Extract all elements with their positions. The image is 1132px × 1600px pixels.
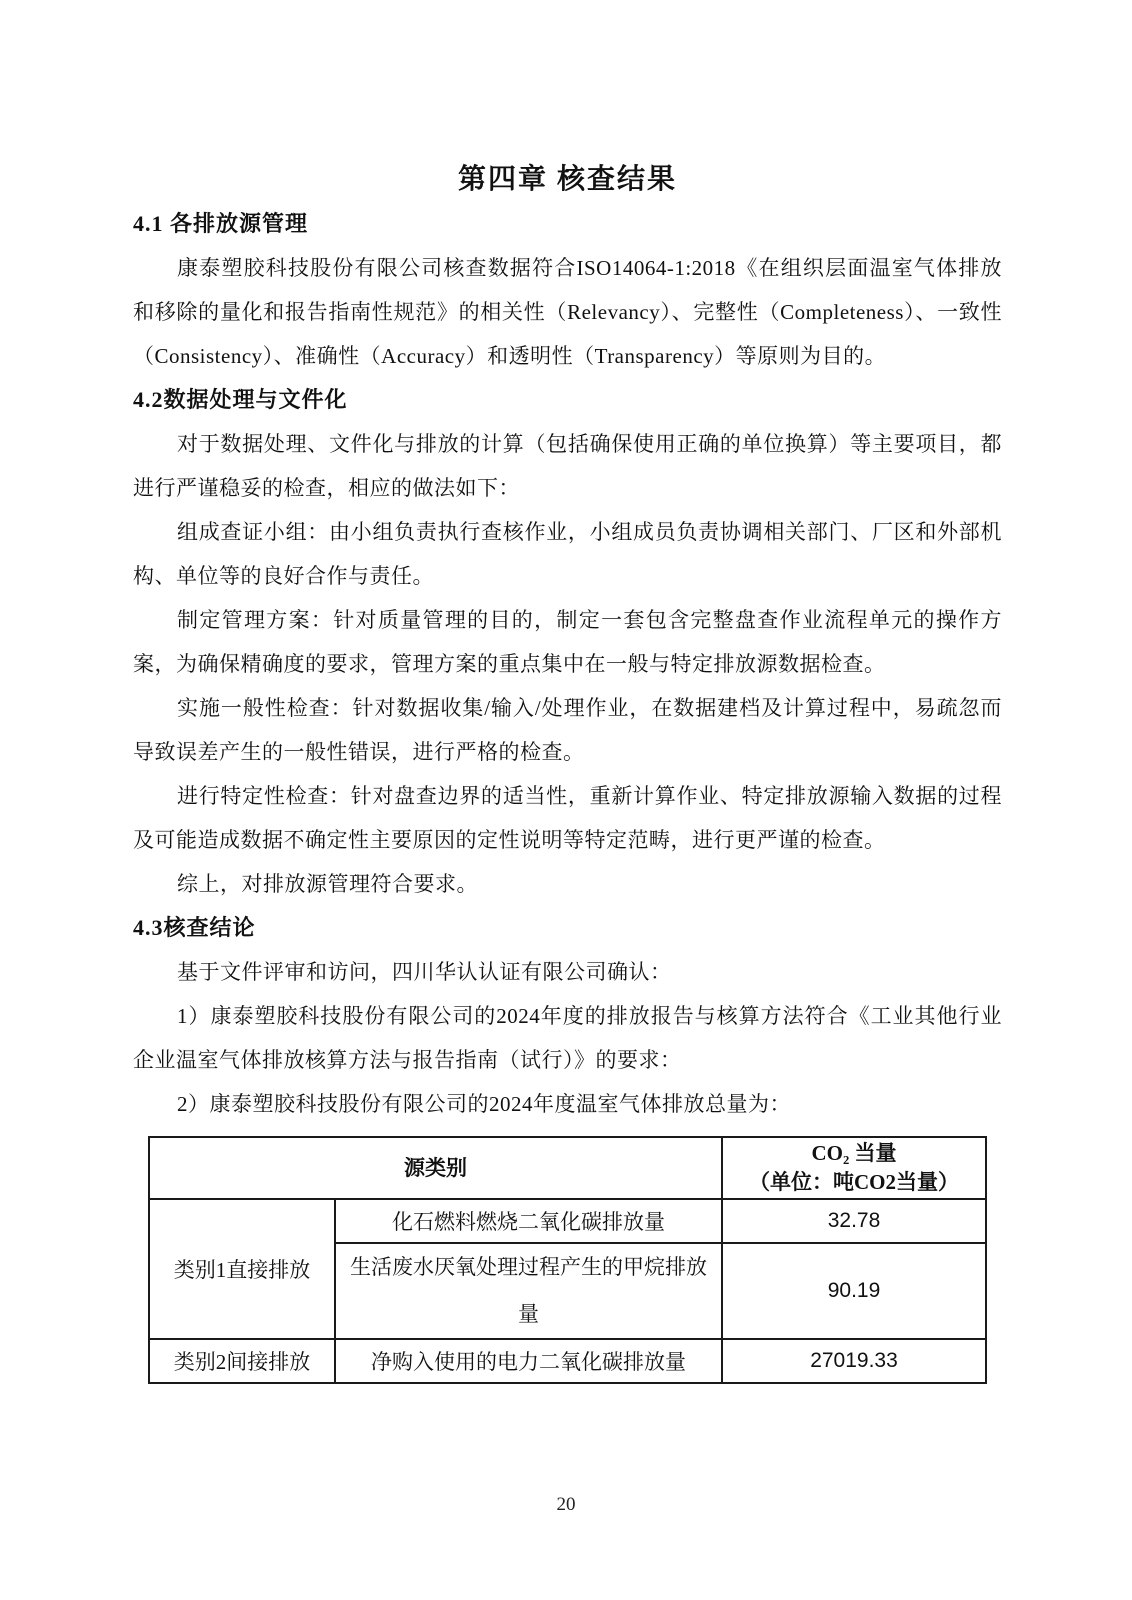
paragraph: 对于数据处理、文件化与排放的计算（包括确保使用正确的单位换算）等主要项目，都进行严谨稳妥的检查，相应的做法如下： — [133, 432, 1002, 500]
header-source-category: 源类别 — [149, 1137, 722, 1199]
source-cell: 化石燃料燃烧二氧化碳排放量 — [335, 1199, 722, 1243]
section-4-3-heading: 4.3核查结论 — [133, 915, 256, 940]
header-co2-line2: （单位：吨CO2当量） — [749, 1170, 959, 1194]
category-cell: 类别2间接排放 — [149, 1339, 335, 1383]
emissions-table — [148, 1136, 987, 1384]
paragraph: 2）康泰塑胶科技股份有限公司的2024年度温室气体排放总量为： — [177, 1092, 791, 1116]
emissions-table-wrap — [148, 1136, 1002, 1384]
value-cell: 32.78 — [722, 1199, 986, 1243]
category-cell: 类别1直接排放 — [149, 1199, 335, 1339]
table-row — [149, 1199, 986, 1243]
source-cell: 净购入使用的电力二氧化碳排放量 — [335, 1339, 722, 1383]
paragraph: 制定管理方案：针对质量管理的目的，制定一套包含完整盘查作业流程单元的操作方案，为确保精确度的要求，管理方案的重点集中在一般与特定排放源数据检查。 — [133, 608, 1002, 676]
paragraph: 基于文件评审和访问，四川华认认证有限公司确认： — [177, 960, 672, 984]
section-4-1 — [133, 202, 1002, 378]
value-cell: 27019.33 — [722, 1339, 986, 1383]
section-4-1-heading: 4.1 各排放源管理 — [133, 211, 309, 236]
section-4-3 — [133, 906, 1002, 1126]
paragraph: 1）康泰塑胶科技股份有限公司的2024年度的排放报告与核算方法符合《工业其他行业企业温室气体排放核算方法与报告指南（试行）》的要求： — [133, 1004, 1002, 1072]
paragraph: 实施一般性检查：针对数据收集/输入/处理作业，在数据建档及计算过程中，易疏忽而导致误差产生的一般性错误，进行严格的检查。 — [133, 696, 1002, 764]
source-cell: 生活废水厌氧处理过程产生的甲烷排放量 — [335, 1243, 722, 1339]
header-co2-line1: CO₂ 当量 — [811, 1141, 897, 1165]
section-4-2 — [133, 378, 1002, 906]
paragraph: 康泰塑胶科技股份有限公司核查数据符合ISO14064-1:2018《在组织层面温室气体排放和移除的量化和报告指南性规范》的相关性（Relevancy）、完整性（Completeness）、一致性（Consistency）、准确性（Accuracy）和透明性（Transparency）等原则为目的。 — [133, 256, 1002, 368]
paragraph: 综上，对排放源管理符合要求。 — [177, 872, 478, 896]
header-co2-equivalent — [722, 1137, 986, 1199]
paragraph: 进行特定性检查：针对盘查边界的适当性，重新计算作业、特定排放源输入数据的过程及可能造成数据不确定性主要原因的定性说明等特定范畴，进行更严谨的检查。 — [133, 784, 1002, 852]
section-4-2-heading: 4.2数据处理与文件化 — [133, 387, 348, 412]
chapter-title: 第四章 核查结果 — [457, 164, 677, 195]
table-row — [149, 1339, 986, 1383]
value-cell: 90.19 — [722, 1243, 986, 1339]
table-header-row — [149, 1137, 986, 1199]
paragraph: 组成查证小组：由小组负责执行查核作业，小组成员负责协调相关部门、厂区和外部机构、单位等的良好合作与责任。 — [133, 520, 1002, 588]
page-number: 20 — [556, 1494, 576, 1515]
